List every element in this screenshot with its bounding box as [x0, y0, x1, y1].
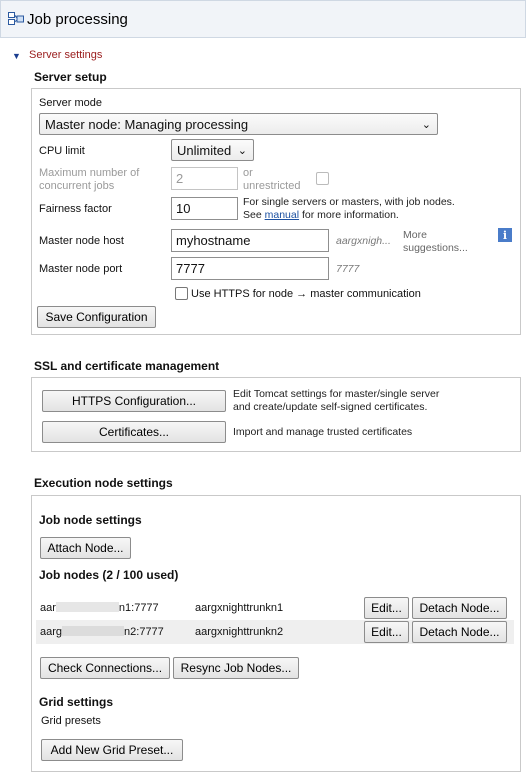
edit-node-button[interactable]: Edit... — [364, 597, 409, 619]
fairness-hint-suffix: for more information. — [299, 209, 399, 221]
cpu-limit-label: CPU limit — [39, 145, 85, 157]
node-name: aargxnighttrunkn2 — [195, 626, 284, 638]
server-mode-label: Server mode — [39, 97, 102, 109]
node-name: aargxnighttrunkn1 — [195, 602, 284, 614]
info-icon[interactable]: i — [498, 228, 512, 242]
server-mode-select[interactable] — [39, 113, 438, 135]
cpu-limit-value: Unlimited — [177, 142, 232, 158]
https-configuration-button[interactable]: HTTPS Configuration... — [42, 390, 226, 412]
save-configuration-button[interactable]: Save Configuration — [37, 306, 156, 328]
detach-node-button[interactable]: Detach Node... — [412, 621, 507, 643]
cert-desc: Import and manage trusted certificates — [233, 426, 413, 438]
redacted-blur — [56, 602, 119, 612]
triangle-down-icon[interactable]: ▼ — [12, 51, 21, 61]
more-suggestions-line2[interactable]: suggestions... — [403, 242, 468, 254]
https-label: Use HTTPS for node → master communication — [191, 288, 421, 300]
attach-node-button[interactable]: Attach Node... — [40, 537, 131, 559]
unrestricted-label: unrestricted — [243, 180, 301, 192]
manual-link[interactable]: manual — [264, 209, 300, 221]
unrestricted-checkbox[interactable] — [316, 172, 329, 185]
node-address-start: aar — [40, 602, 56, 614]
master-host-label: Master node host — [39, 235, 124, 247]
job-processing-icon — [8, 12, 24, 29]
max-jobs-label-line2: concurrent jobs — [39, 180, 115, 192]
grid-settings-heading: Grid settings — [39, 695, 114, 709]
fairness-hint-line2 — [243, 209, 399, 222]
master-port-label: Master node port — [39, 263, 123, 275]
check-connections-button[interactable]: Check Connections... — [40, 657, 170, 679]
server-mode-value: Master node: Managing processing — [45, 116, 249, 132]
edit-node-button[interactable]: Edit... — [364, 621, 409, 643]
cpu-limit-select[interactable] — [171, 139, 254, 161]
master-host-suggestion[interactable]: aargxnigh... — [336, 235, 391, 247]
fairness-input[interactable]: 10 — [171, 197, 238, 220]
https-desc-line2: and create/update self-signed certificates. — [233, 401, 428, 413]
detach-node-button[interactable]: Detach Node... — [412, 597, 507, 619]
server-setup-heading: Server setup — [34, 70, 107, 84]
chevron-down-icon: ⌄ — [421, 119, 431, 131]
node-address-end: n1:7777 — [118, 602, 159, 614]
or-label: or — [243, 167, 253, 179]
node-address-start: aarg — [40, 626, 63, 638]
master-port-suggestion[interactable]: 7777 — [336, 263, 360, 275]
node-address — [40, 626, 164, 638]
server-settings-toggle[interactable]: Server settings — [29, 49, 103, 61]
fairness-hint-prefix: See — [243, 209, 265, 221]
fairness-label: Fairness factor — [39, 203, 112, 215]
page-header — [0, 0, 526, 38]
job-nodes-heading: Job nodes (2 / 100 used) — [39, 568, 179, 582]
chevron-down-icon: ⌄ — [237, 145, 247, 157]
exec-heading: Execution node settings — [34, 476, 173, 490]
master-port-input[interactable]: 7777 — [171, 257, 329, 280]
more-suggestions-line1[interactable]: More — [403, 229, 427, 241]
https-checkbox[interactable] — [175, 287, 188, 300]
certificates-button[interactable]: Certificates... — [42, 421, 226, 443]
page-title: Job processing — [27, 11, 128, 28]
max-jobs-input[interactable]: 2 — [171, 167, 238, 190]
job-node-heading: Job node settings — [39, 513, 142, 527]
fairness-hint-line1: For single servers or masters, with job nodes. — [243, 196, 455, 208]
https-desc-line1: Edit Tomcat settings for master/single server — [233, 388, 440, 400]
max-jobs-label-line1: Maximum number of — [39, 167, 140, 179]
master-host-input[interactable]: myhostname — [171, 229, 329, 252]
ssl-heading: SSL and certificate management — [34, 359, 220, 373]
node-address-end: n2:7777 — [124, 626, 164, 638]
node-address — [40, 602, 159, 614]
resync-job-nodes-button[interactable]: Resync Job Nodes... — [173, 657, 299, 679]
grid-presets-label: Grid presets — [41, 715, 101, 727]
redacted-blur — [62, 626, 124, 636]
add-grid-preset-button[interactable]: Add New Grid Preset... — [41, 739, 183, 761]
